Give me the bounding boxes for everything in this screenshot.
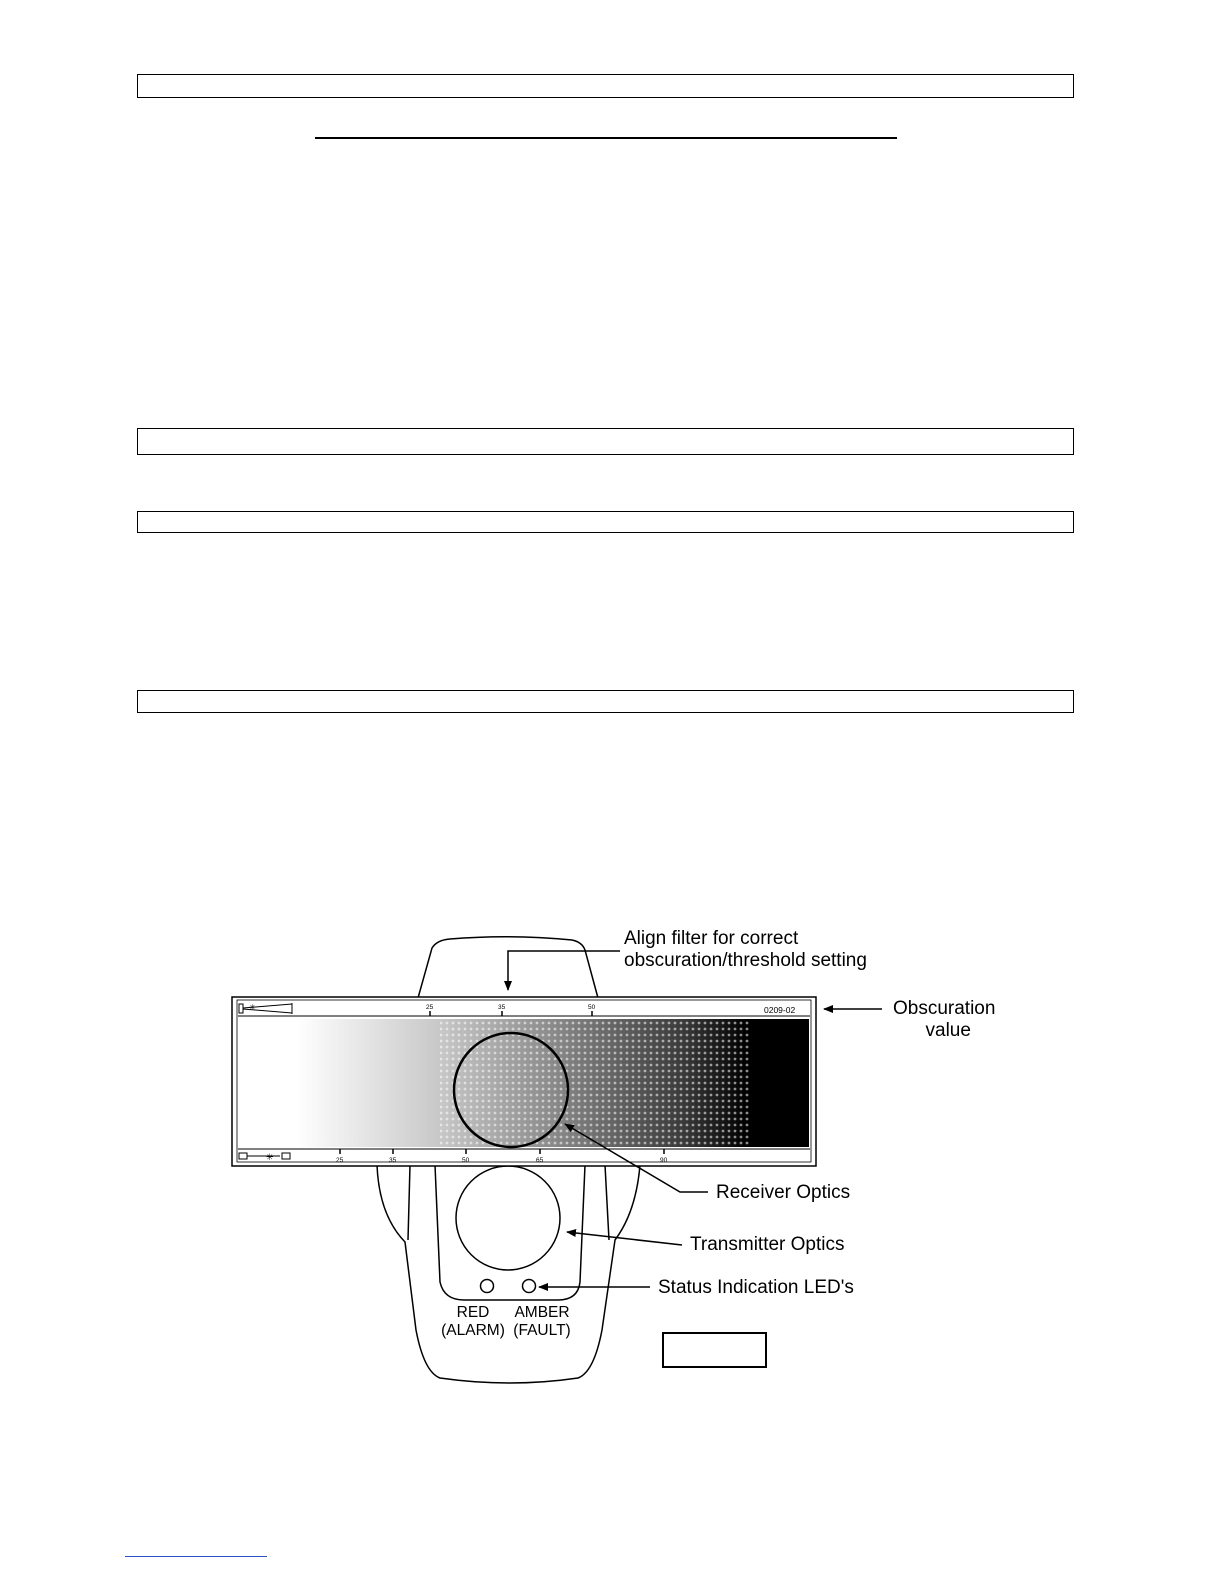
align-filter-callout-line: obscuration/threshold setting	[624, 950, 867, 971]
top-scale-tick-label: 50	[588, 1004, 596, 1011]
bottom-scale-tick-label: 65	[536, 1157, 544, 1164]
obscuration-callout	[893, 998, 995, 1042]
bottom-scale-tick-label: 90	[660, 1157, 668, 1164]
red-led-label-line: RED	[456, 1304, 490, 1321]
transmitter-optics-lens	[456, 1166, 560, 1270]
amber-led-label	[509, 1304, 575, 1340]
amber-led-label-line: (FAULT)	[513, 1322, 571, 1339]
transmitter-optics-callout: Transmitter Optics	[690, 1234, 845, 1255]
amber-led	[523, 1280, 536, 1293]
obscuration-callout-line: Obscuration	[893, 998, 996, 1019]
red-led-label-line: (ALARM)	[441, 1322, 505, 1339]
red-led-label	[440, 1304, 506, 1340]
figure-number-box	[662, 1332, 767, 1368]
bottom-scale-tick-label: 35	[389, 1157, 397, 1164]
receiver-optics-callout: Receiver Optics	[716, 1182, 851, 1203]
red-led	[481, 1280, 494, 1293]
bottom-scale-tick-label: 50	[462, 1157, 470, 1164]
align-filter-callout-line: Align filter for correct	[624, 928, 799, 949]
footer-link-underline[interactable]	[125, 1556, 267, 1557]
filter-code: 0209-02	[764, 1005, 796, 1015]
bottom-scale-tick-label: 25	[336, 1157, 344, 1164]
svg-text:✳: ✳	[249, 1003, 256, 1012]
status-leds-callout: Status Indication LED's	[658, 1277, 854, 1298]
obscuration-callout-line: value	[925, 1020, 971, 1041]
align-filter-callout	[624, 928, 867, 972]
top-scale-tick-label: 25	[426, 1004, 434, 1011]
svg-text:✳: ✳	[266, 1152, 274, 1162]
amber-led-label-line: AMBER	[514, 1304, 570, 1321]
top-scale-tick-label: 35	[498, 1004, 506, 1011]
